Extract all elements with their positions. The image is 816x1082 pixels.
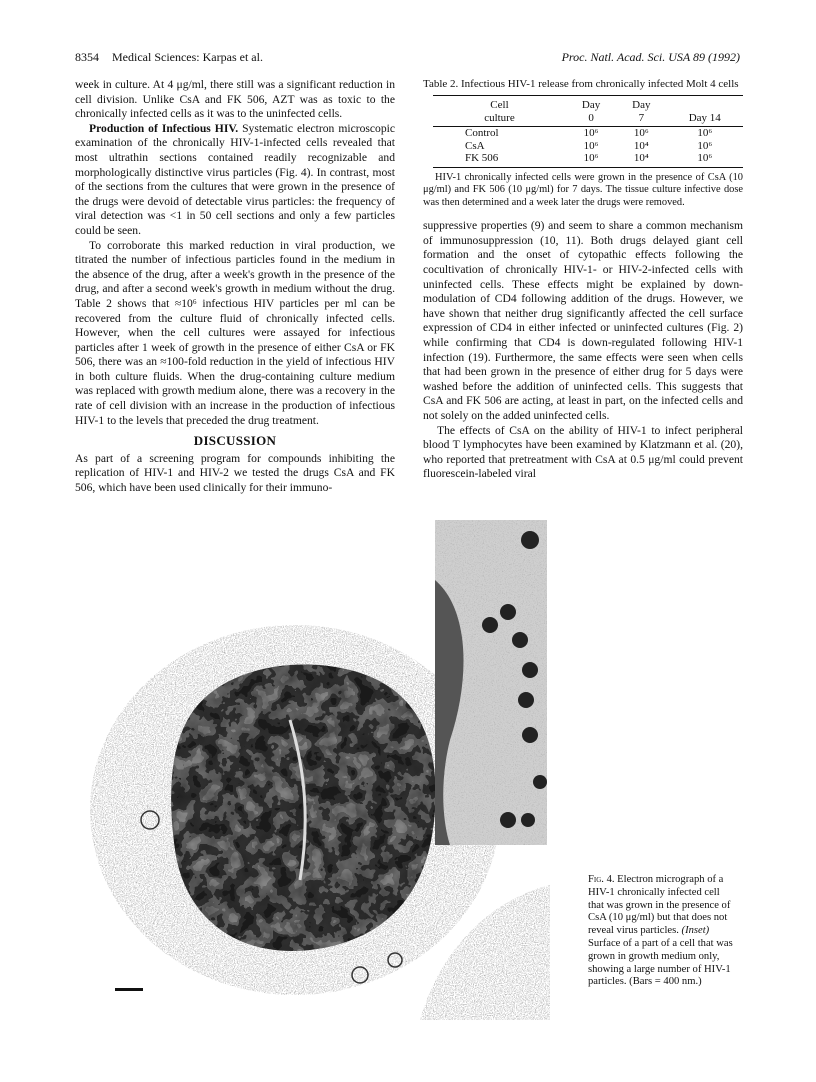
- paragraph: [75, 122, 395, 239]
- virus-particle: [522, 727, 538, 743]
- table-cell: Control: [465, 127, 499, 139]
- table-cell: 10⁶: [697, 127, 713, 139]
- table-header-cell: Day: [566, 96, 616, 112]
- section-runin-heading: Production of Infectious HIV.: [89, 121, 239, 135]
- table-cell: 10⁴: [633, 139, 649, 152]
- running-title: Medical Sciences: Karpas et al.: [112, 50, 263, 64]
- virus-particle: [500, 812, 516, 828]
- caption-text: Electron micrograph of a HIV-1 chronically infected cell that was grown in the presence of CsA (10 μg/ml) but that does not reveal virus particles.: [588, 874, 731, 937]
- journal-citation: Proc. Natl. Acad. Sci. USA 89 (1992): [561, 50, 740, 64]
- virus-particle: [521, 531, 539, 549]
- table-header-cell: Day 14: [666, 112, 743, 127]
- scale-bar: [115, 988, 143, 991]
- paragraph-text: Systematic electron microscopic examination of the chronically HIV-1-infected cells revealed that most ultrathin sections contained readily recognizable and morphologically distinctive virus particles (Fig. 4). In contrast, most of the sections from the cultures that were grown in the presence of the drugs were devoid of detectable virus particles: the frequency of viral detection was <1 in 50 cell sections and only a few particles could be seen.: [75, 121, 395, 237]
- figure-label: Fig. 4.: [588, 874, 615, 885]
- table-row: [433, 127, 743, 140]
- paragraph: As part of a screening program for compounds inhibiting the replication of HIV-1 and HIV-2 we tested the drugs CsA and FK 506, which have been used clinically for their immuno-: [75, 451, 395, 495]
- virus-particle: [522, 662, 538, 678]
- inset-micrograph: [435, 520, 547, 845]
- table-cell: 10⁶: [583, 139, 599, 152]
- table-cell: 10⁶: [633, 127, 649, 139]
- table-row: [433, 152, 743, 167]
- virus-particle: [512, 632, 528, 648]
- virus-particle: [500, 604, 516, 620]
- table-row: [433, 140, 743, 153]
- virus-particle: [533, 775, 547, 789]
- caption-text: Surface of a part of a cell that was grown in growth medium only, showing a large number of HIV-1 particles. (Bars = 400 nm.): [588, 937, 733, 988]
- figure-4-micrograph: [90, 520, 550, 1020]
- table-cell: CsA: [465, 139, 485, 152]
- paragraph: week in culture. At 4 μg/ml, there still was a significant reduction in cell division. Unlike CsA and FK 506, AZT was as toxic to the chronically infected cells as it was to the uninfected cells.: [75, 78, 395, 121]
- caption-inset-label: (Inset): [681, 925, 710, 937]
- right-column: [423, 78, 743, 482]
- table-header-cell: [666, 96, 743, 112]
- table-header-cell: Cell: [433, 96, 566, 112]
- left-column: [75, 78, 395, 496]
- table-2: [433, 95, 743, 168]
- table-caption: Table 2. Infectious HIV-1 release from chronically infected Molt 4 cells: [423, 78, 739, 90]
- table-cell: FK 506: [433, 152, 566, 167]
- table-cell: 10⁶: [666, 152, 743, 167]
- table-cell: 10⁴: [616, 152, 666, 167]
- running-header-left: [75, 50, 263, 64]
- virus-particle: [482, 617, 498, 633]
- table-header-cell: 0: [566, 112, 616, 127]
- table-cell: 10⁶: [697, 139, 713, 152]
- virus-particle: [518, 692, 534, 708]
- table-header-cell: Day: [616, 96, 666, 112]
- virus-particle: [521, 813, 535, 827]
- figure-4-caption: [588, 874, 738, 989]
- table-cell: 10⁶: [583, 127, 599, 139]
- table-header-cell: culture: [433, 112, 566, 127]
- paragraph: The effects of CsA on the ability of HIV-1 to infect peripheral blood T lymphocytes have been examined by Klatzmann et al. (20), who reported that pretreatment with CsA at 0.5 μg/ml could prevent fluorescein-labeled viral: [423, 423, 743, 481]
- paragraph: To corroborate this marked reduction in viral production, we titrated the number of infectious particles found in the medium in the absence of the drug, after a week's growth in the presence of the drug, and after a second week's growth in medium without the drug. Table 2 shows that ≈10⁶ infectious HIV particles per ml can be recovered from the culture fluid of chronically infected cells. However, when the cell cultures were assayed for infectious particles after 1 week of growth in the presence of either CsA or FK 506, there was an ≈100-fold reduction in the yield of infectious HIV in both culture fluids. When the drug-containing culture medium was replaced with growth medium alone, there was a recovery in the rate of cell division with an increase in the production of infectious HIV-1 to the levels that preceded the drug treatment.: [75, 238, 395, 427]
- table-header-cell: 7: [616, 112, 666, 127]
- discussion-heading: DISCUSSION: [193, 433, 277, 449]
- table-cell: 10⁶: [566, 152, 616, 167]
- paragraph: suppressive properties (9) and seem to share a common mechanism of immunosuppression (10, 11). Both drugs delayed giant cell formation and the onset of cytopathic effects following the cocultivation of chronically HIV-1- or HIV-2-infected cells with uninfected cells. These effects might be explained by down-modulation of CD4 following addition of the drugs. However, we have shown that neither drug significantly affected the cell surface expression of CD4 in either infected or uninfected cultures (Fig. 2) while confirming that CD4 is down-regulated following HIV-1 infection (19). Furthermore, the same effects were seen when cells that had been grown in the presence of either drug for 5 days were washed before the addition of uninfected cells. This suggests that CsA and FK 506 are acting, at least in part, on the infected cells and not solely on the added uninfected cells.: [423, 219, 743, 422]
- page-number: 8354: [75, 50, 99, 64]
- electron-micrograph-image: [90, 520, 550, 1020]
- table-footnote: HIV-1 chronically infected cells were grown in the presence of CsA (10 μg/ml) and FK 506 (10 μg/ml) for 7 days. The tissue culture infective dose was then determined and a week later the drugs were removed.: [423, 171, 743, 208]
